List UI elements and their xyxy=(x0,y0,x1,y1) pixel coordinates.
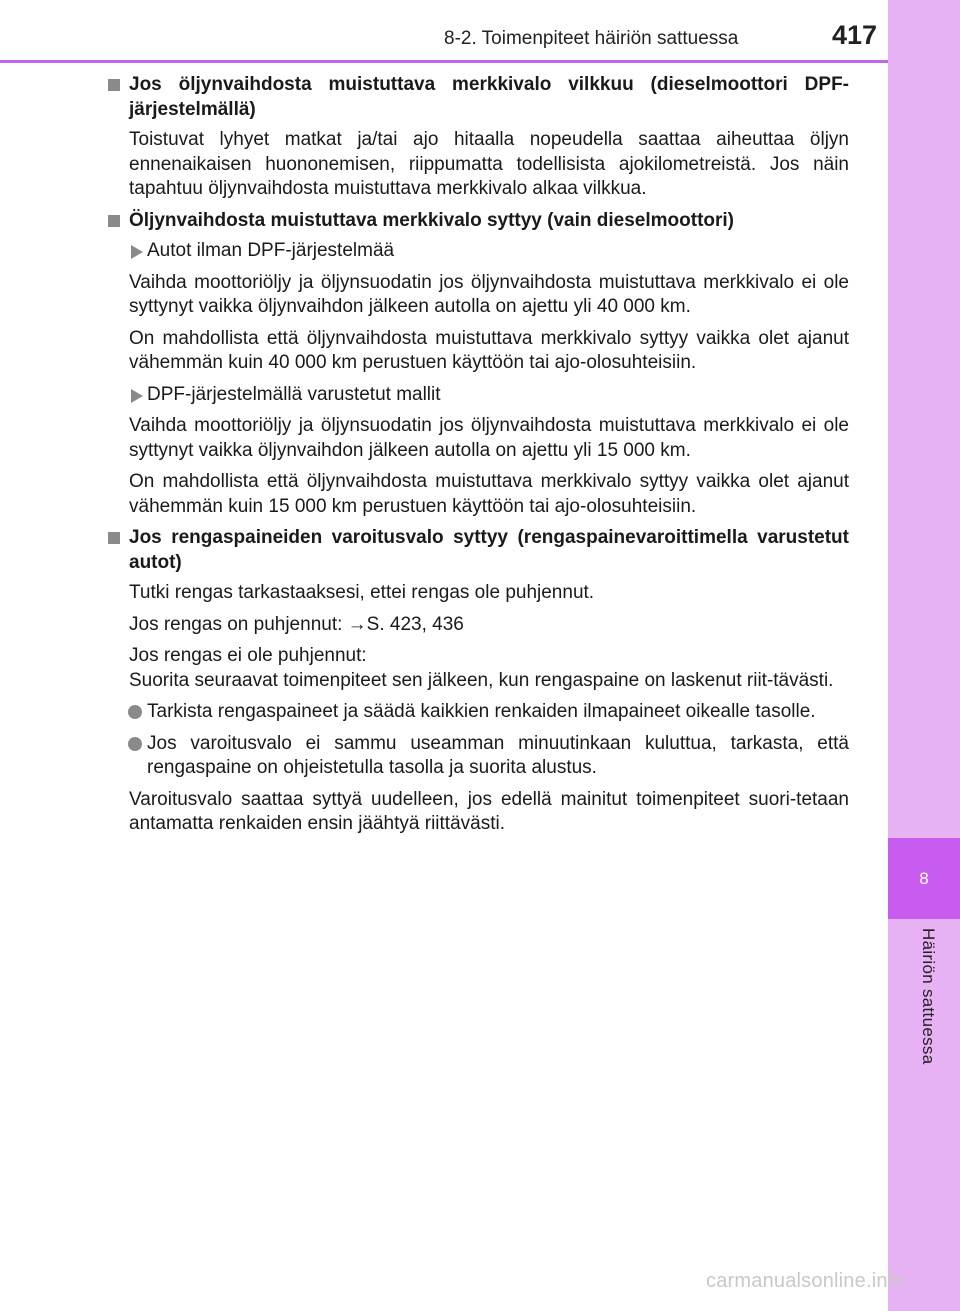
tire-paragraph-3-line-1: Jos rengas ei ole puhjennut: xyxy=(129,645,367,666)
chapter-sidebar xyxy=(888,0,960,1311)
tire-paragraph-3-line-2: Suorita seuraavat toimenpiteet sen jälkeen, kun rengaspaine on laskenut riit-tävästi. xyxy=(129,669,834,691)
no-dpf-subheading xyxy=(107,239,849,264)
tire-heading-text: Jos rengaspaineiden varoitusvalo syttyy (rengaspainevaroittimella varustetut autot) xyxy=(129,527,849,573)
dpf-subheading-text: DPF-järjestelmällä varustetut mallit xyxy=(147,383,441,405)
oil-blink-heading-text: Jos öljynvaihdosta muistuttava merkkivalo vilkkuu (dieselmoottori DPF-järjestelmällä) xyxy=(129,74,849,120)
tire-paragraph-2 xyxy=(107,613,849,638)
triangle-bullet-icon xyxy=(131,389,143,403)
reference-arrow-icon: → xyxy=(347,613,367,635)
triangle-bullet-icon xyxy=(131,245,143,259)
chapter-number-tab: 8 xyxy=(888,838,960,919)
chapter-title-vertical: Häiriön sattuessa xyxy=(919,928,938,1065)
circle-bullet-icon xyxy=(128,737,142,751)
square-bullet-icon xyxy=(108,79,120,91)
bullet-2-text: Jos varoitusvalo ei sammu useamman minuutinkaan kuluttua, tarkasta, että rengaspaine on ohjeistetulla tasolla ja suorita alustus. xyxy=(147,732,849,778)
no-dpf-subheading-text: Autot ilman DPF-järjestelmää xyxy=(147,240,395,261)
tire-paragraph-2-prefix: Jos rengas on puhjennut: xyxy=(129,613,348,635)
page-content xyxy=(107,73,849,844)
oil-lit-heading xyxy=(107,209,849,234)
list-item xyxy=(107,700,849,725)
no-dpf-paragraph-1: Vaihda moottoriöljy ja öljynsuodatin jos öljynvaihdosta muistuttava merkkivalo ei ole syttynyt vaikka öljynvaihdon jälkeen autolla on ajettu yli 40 000 km. xyxy=(129,271,849,317)
page-number: 417 xyxy=(832,20,878,50)
oil-lit-heading-text: Öljynvaihdosta muistuttava merkkivalo syttyy (vain dieselmoottori) xyxy=(129,209,735,231)
page-reference-link[interactable]: S. 423, 436 xyxy=(366,613,464,635)
oil-blink-heading xyxy=(107,73,849,122)
section-title: 8-2. Toimenpiteet häiriön sattuessa xyxy=(444,28,739,49)
tire-paragraph-1: Tutki rengas tarkastaaksesi, ettei rengas ole puhjennut. xyxy=(129,582,595,603)
dpf-paragraph-2: On mahdollista että öljynvaihdosta muistuttava merkkivalo syttyy vaikka olet ajanut vähemmän kuin 15 000 km perustuen käyttöön tai ajo-olosuhteisiin. xyxy=(129,471,849,517)
circle-bullet-icon xyxy=(128,705,142,719)
dpf-subheading xyxy=(107,383,849,408)
bullet-1-text: Tarkista rengaspaineet ja säädä kaikkien renkaiden ilmapaineet oikealle tasolle. xyxy=(147,701,816,722)
tire-paragraph-3 xyxy=(107,644,849,693)
dpf-paragraph-1: Vaihda moottoriöljy ja öljynsuodatin jos öljynvaihdosta muistuttava merkkivalo ei ole syttynyt vaikka öljynvaihdon jälkeen autolla on ajettu yli 15 000 km. xyxy=(129,415,849,461)
watermark-logo: carmanualsonline.info xyxy=(706,1270,905,1292)
tire-paragraph-4: Varoitusvalo saattaa syttyä uudelleen, jos edellä mainitut toimenpiteet suori-tetaan antamatta renkaiden ensin jäähtyä riittävästi. xyxy=(129,788,849,834)
list-item xyxy=(107,732,849,781)
square-bullet-icon xyxy=(108,215,120,227)
header-divider xyxy=(0,60,888,63)
oil-blink-paragraph: Toistuvat lyhyet matkat ja/tai ajo hitaalla nopeudella saattaa aiheuttaa öljyn ennenaikaisen huononemisen, riippumatta todellisista ajokilometreistä. Jos näin tapahtuu öljynvaihdosta muistuttava merkkivalo alkaa vilkkua. xyxy=(129,129,849,199)
tire-heading xyxy=(107,526,849,575)
no-dpf-paragraph-2: On mahdollista että öljynvaihdosta muistuttava merkkivalo syttyy vaikka olet ajanut vähemmän kuin 40 000 km perustuen käyttöön tai ajo-olosuhteisiin. xyxy=(129,327,849,373)
square-bullet-icon xyxy=(108,532,120,544)
